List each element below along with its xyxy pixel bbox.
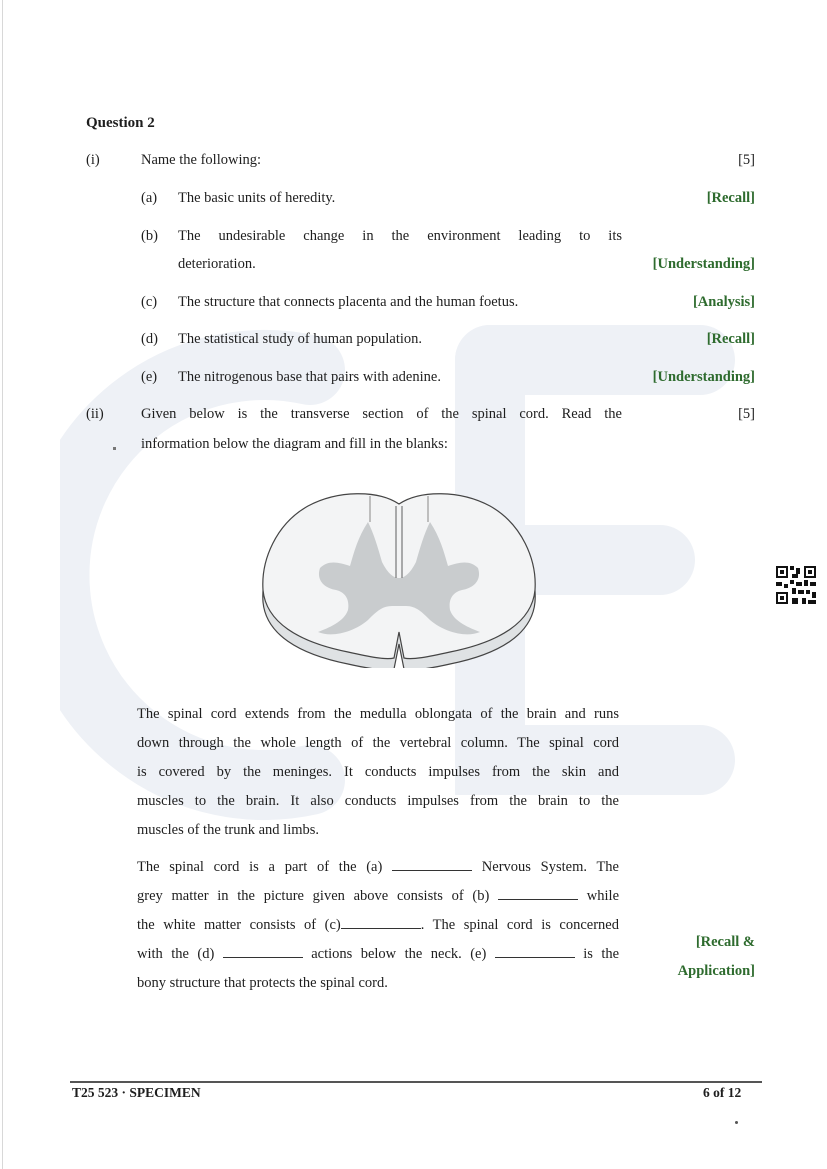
passage-line: muscles of the trunk and limbs. xyxy=(137,822,320,838)
qr-code-icon[interactable] xyxy=(776,566,816,604)
page-edge xyxy=(2,0,3,1169)
item-d-tag: [Recall] xyxy=(706,331,755,347)
item-e-text: The nitrogenous base that pairs with adenine. xyxy=(178,369,441,385)
part-ii-tag-line1: [Recall & xyxy=(695,934,755,950)
page-number: 6 of 12 xyxy=(703,1085,742,1100)
passage-line: down through the whole length of the vertebral column. The spinal cord xyxy=(137,735,619,751)
item-b-text-line1: The undesirable change in the environment leading to its xyxy=(178,228,622,244)
item-b-letter: (b) xyxy=(141,228,158,244)
part-i-prompt: Name the following: xyxy=(141,152,262,168)
paper-code: T25 523 · SPECIMEN xyxy=(72,1085,201,1100)
item-c-tag: [Analysis] xyxy=(692,294,755,310)
fill-line-5: bony structure that protects the spinal cord. xyxy=(137,975,388,991)
item-a-tag: [Recall] xyxy=(706,190,755,206)
part-ii-marks: [5] xyxy=(738,406,755,422)
part-ii-tag-line2: Application] xyxy=(677,963,755,979)
item-b-text-line2: deterioration. xyxy=(178,256,256,272)
stray-dot xyxy=(735,1121,738,1124)
question-title: Question 2 xyxy=(86,115,155,131)
part-i-marks: [5] xyxy=(738,152,755,168)
item-e-letter: (e) xyxy=(141,369,158,385)
fill-line-3: the white matter consists of (c) . The spinal cord is concerned xyxy=(137,917,619,933)
item-d-letter: (d) xyxy=(141,331,158,347)
fill-line-4: with the (d) actions below the neck. (e) is the xyxy=(137,946,620,962)
item-a-letter: (a) xyxy=(141,190,158,206)
item-d-text: The statistical study of human population. xyxy=(178,331,423,347)
passage-line: is covered by the meninges. It conducts impulses from the skin and xyxy=(137,764,619,780)
item-c-text: The structure that connects placenta and the human foetus. xyxy=(178,294,519,310)
fill-line-1: The spinal cord is a part of the (a) Nervous System. The xyxy=(137,859,619,875)
blank-d[interactable] xyxy=(223,947,303,958)
passage-line: The spinal cord extends from the medulla oblongata of the brain and runs xyxy=(137,706,619,722)
part-ii-prompt-line2: information below the diagram and fill in the blanks: xyxy=(141,436,448,452)
item-c-letter: (c) xyxy=(141,294,158,310)
blank-e[interactable] xyxy=(495,947,575,958)
part-ii-number: (ii) xyxy=(86,406,104,422)
item-b-tag: [Understanding] xyxy=(652,256,755,272)
item-e-tag: [Understanding] xyxy=(652,369,755,385)
blank-c[interactable] xyxy=(341,918,421,929)
footer-divider xyxy=(70,1081,762,1083)
blank-b[interactable] xyxy=(498,889,578,900)
part-i-number: (i) xyxy=(86,152,100,168)
fill-line-2: grey matter in the picture given above consists of (b) while xyxy=(137,888,620,904)
stray-mark xyxy=(113,447,116,450)
passage-line: muscles to the brain. It also conducts impulses from the brain to the xyxy=(137,793,619,809)
part-ii-prompt-line1: Given below is the transverse section of the spinal cord. Read the xyxy=(141,406,622,422)
item-a-text: The basic units of heredity. xyxy=(178,190,336,206)
fill-in-blanks xyxy=(137,853,619,998)
spinal-cord-diagram xyxy=(258,482,540,668)
blank-a[interactable] xyxy=(392,860,472,871)
passage xyxy=(137,700,619,845)
